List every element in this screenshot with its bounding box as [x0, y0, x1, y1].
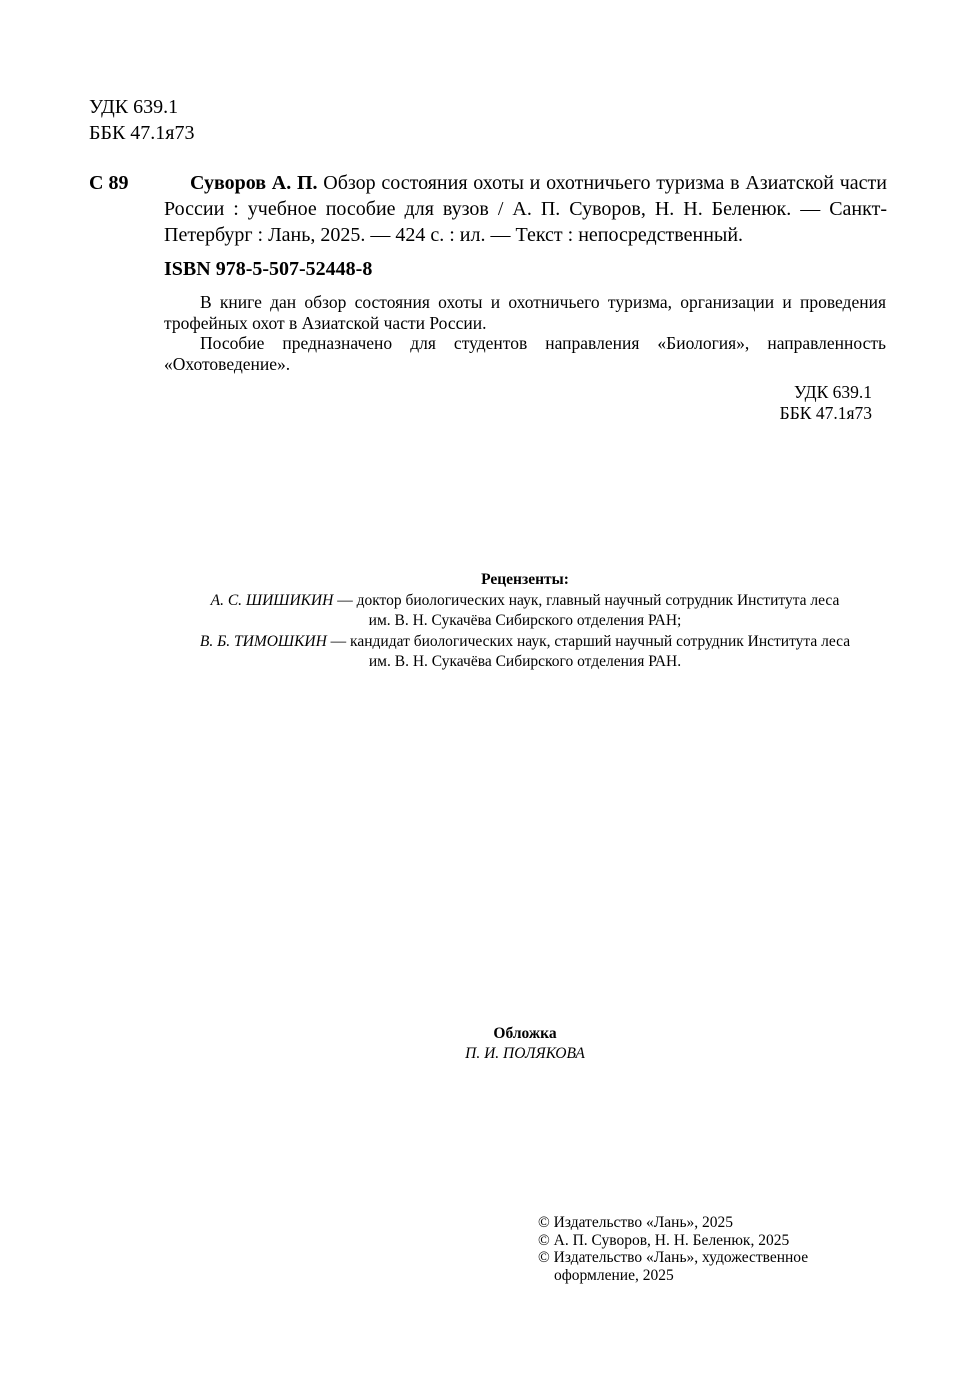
udk-code: УДК 639.1 — [89, 96, 179, 118]
copyright-line: © А. П. Суворов, Н. Н. Беленюк, 2025 — [538, 1231, 790, 1249]
reviewer-name: В. Б. ТИМОШКИН — [199, 632, 327, 650]
annotation-paragraph: Пособие предназначено для студентов направления «Биология», направленность «Охотоведение». — [164, 333, 886, 374]
reviewer-affiliation: им. В. Н. Сукачёва Сибирского отделения РАН; — [368, 612, 682, 629]
bibliographic-entry — [164, 170, 887, 248]
reviewers-heading: Рецензенты: — [481, 571, 569, 588]
classification-footer — [760, 382, 872, 424]
reviewer-affiliation: им. В. Н. Сукачёва Сибирского отделения РАН. — [368, 653, 682, 670]
isbn: ISBN 978-5-507-52448-8 — [164, 258, 373, 280]
bbk-code: ББК 47.1я73 — [779, 403, 872, 423]
cover-credit — [375, 1024, 675, 1064]
reviewer-name: А. С. ШИШИКИН — [210, 591, 334, 609]
copyright-line: © Издательство «Лань», 2025 — [538, 1214, 734, 1231]
reviewer-line — [140, 591, 910, 612]
cover-designer: П. И. ПОЛЯКОВА — [465, 1045, 585, 1062]
bibliographic-record — [89, 170, 887, 248]
author-name: Суворов А. П. — [190, 172, 318, 194]
copyright-line: © Издательство «Лань», художественное — [538, 1249, 809, 1266]
bbk-code: ББК 47.1я73 — [89, 122, 195, 144]
reviewer-description: — доктор биологических наук, главный научный сотрудник Института леса — [337, 591, 840, 609]
bibliographic-description: Обзор состояния охоты и охотничьего туризма в Азиатской части России : учебное пособие для вузов / А. П. Суворов, Н. Н. Беленюк. — Санкт-Петербург : Лань, 2025. — 424 с. : ил. — Текст : непосредственный. — [164, 172, 887, 246]
annotation — [164, 292, 886, 374]
annotation-paragraph: В книге дан обзор состояния охоты и охотничьего туризма, организации и проведения трофейных охот в Азиатской части России. — [164, 292, 886, 333]
classification-header — [89, 94, 195, 146]
reviewers-block — [140, 570, 910, 673]
author-code: С 89 — [89, 172, 129, 194]
copyright-block — [538, 1214, 858, 1284]
udk-code: УДК 639.1 — [794, 382, 872, 402]
reviewer-line — [140, 632, 910, 653]
copyright-line: оформление, 2025 — [554, 1266, 674, 1284]
reviewer-description: — кандидат биологических наук, старший научный сотрудник Института леса — [330, 632, 851, 650]
cover-heading: Обложка — [493, 1025, 557, 1042]
